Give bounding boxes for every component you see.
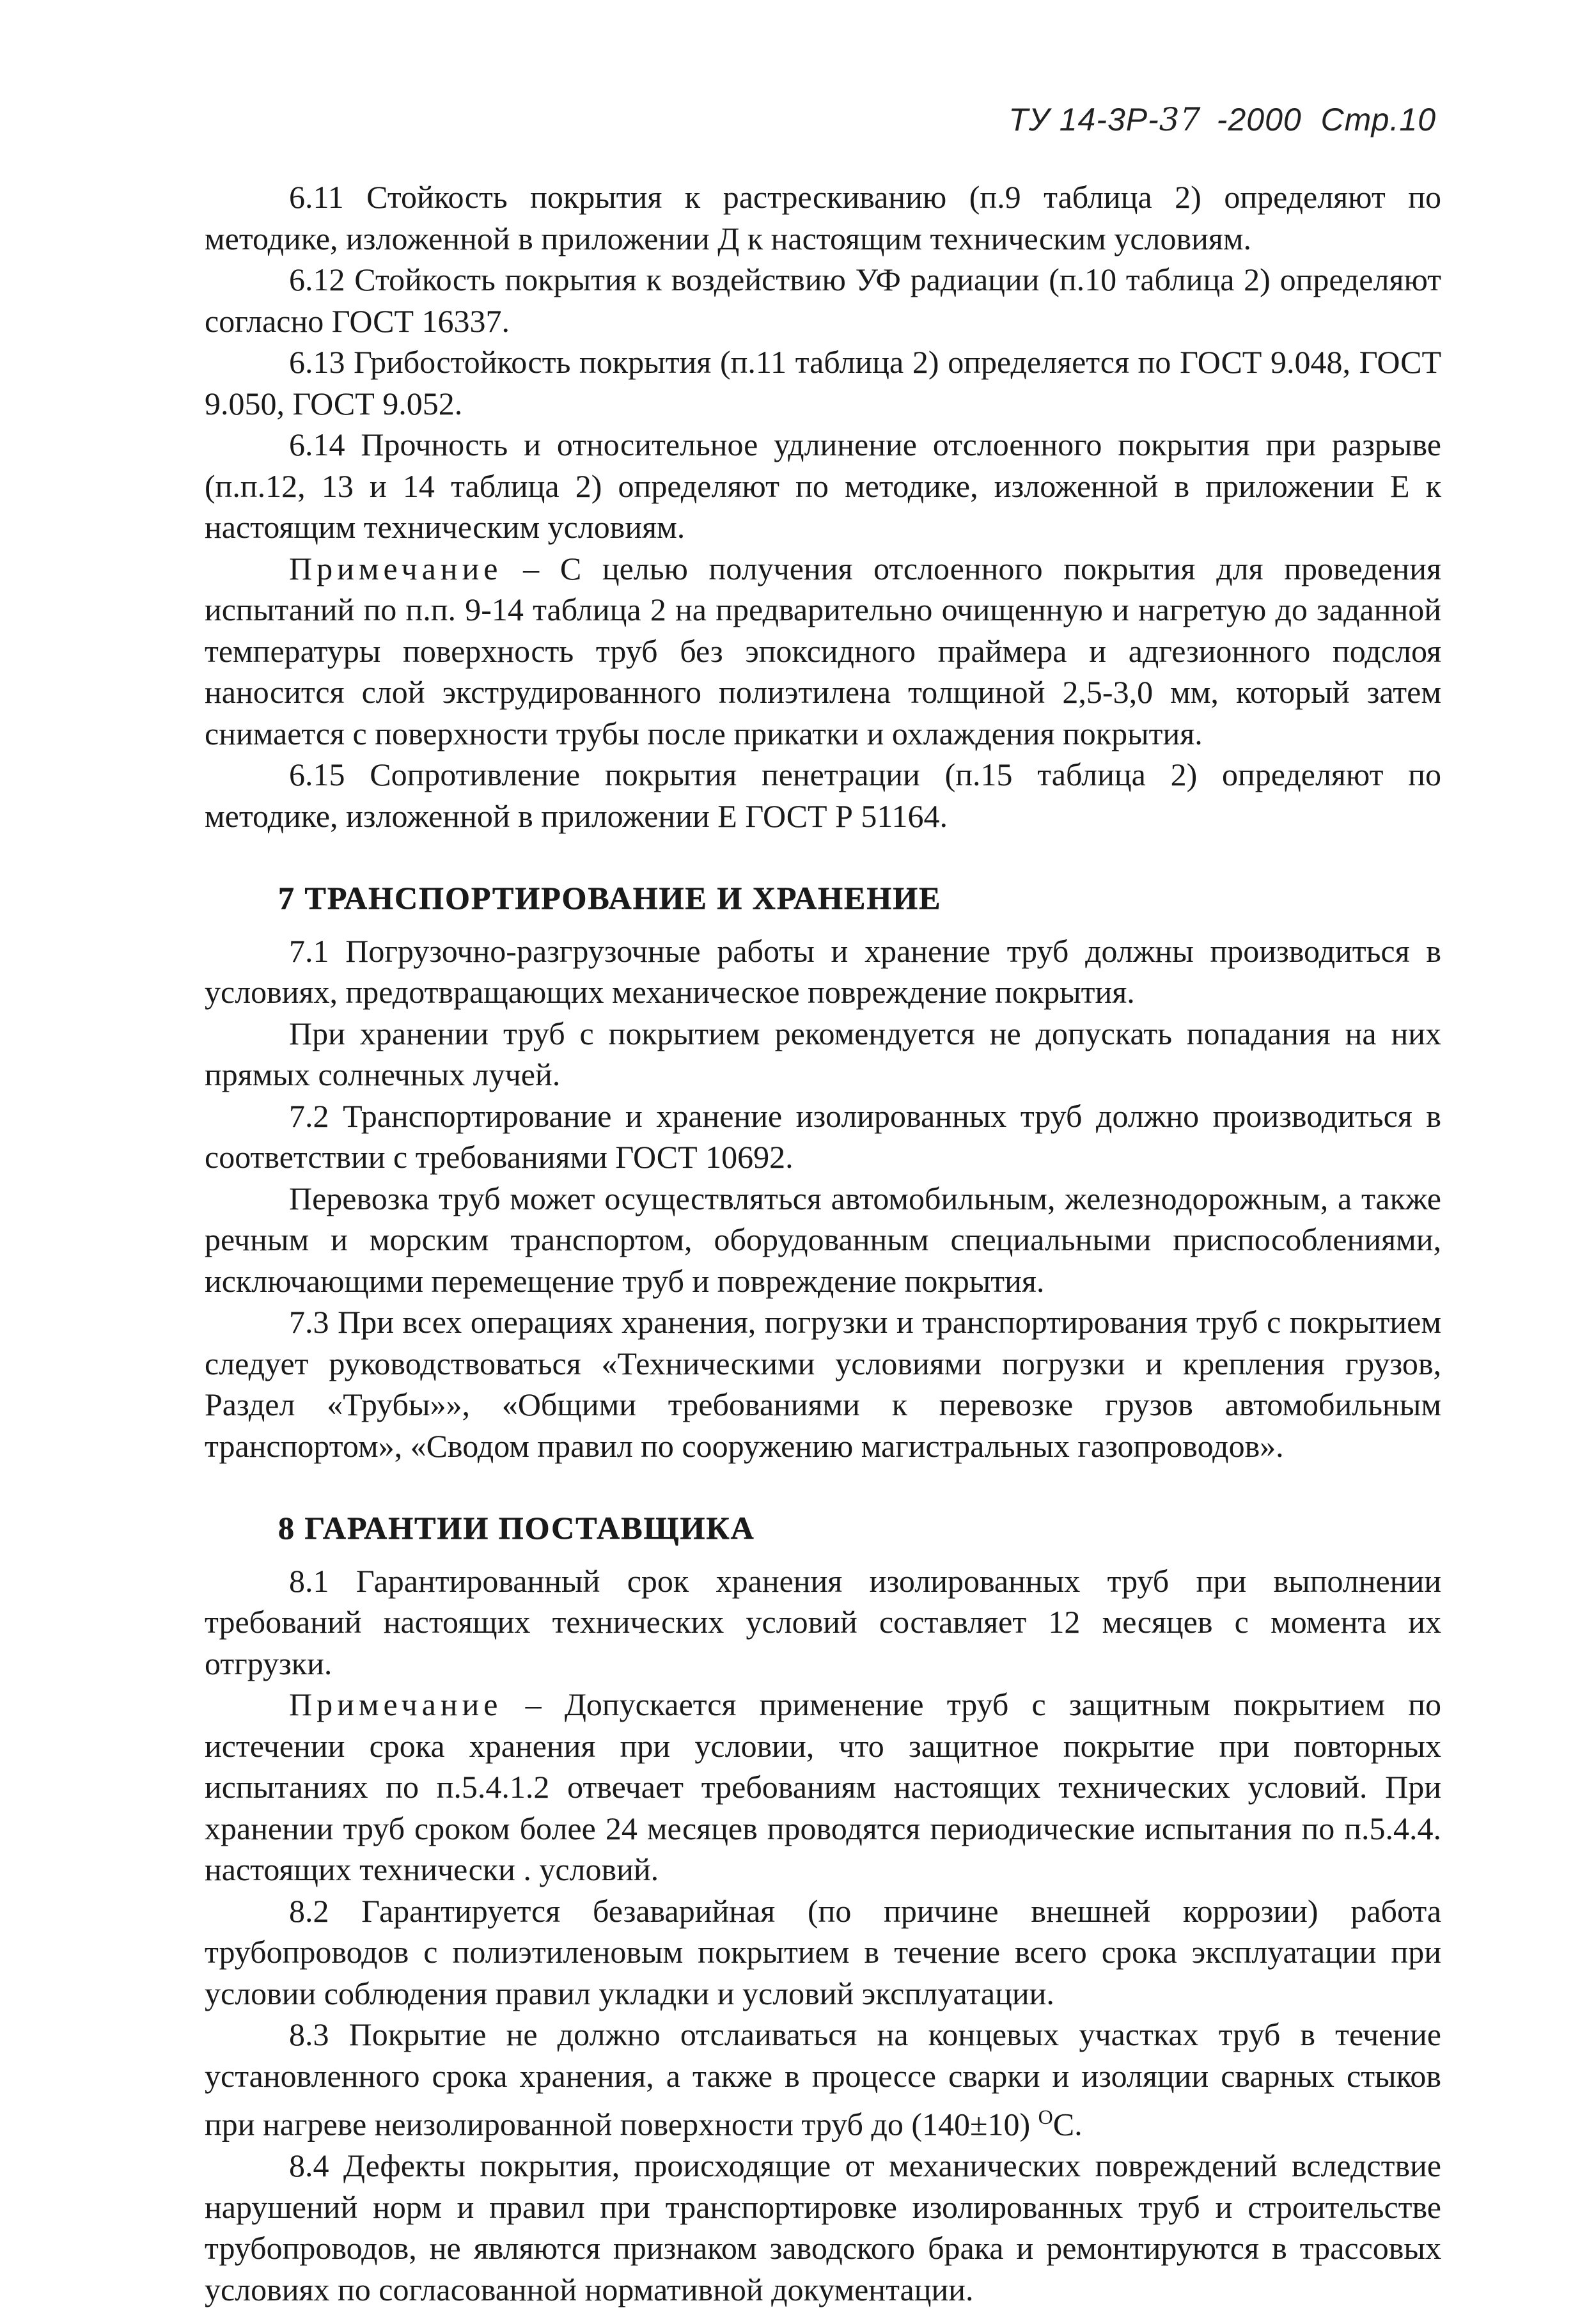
handwritten-number: 37: [1159, 101, 1201, 138]
paragraph-7-3: 7.3 При всех операциях хранения, погрузки и транспортирования труб с покрытием следует руководствоваться «Техническими условиями погрузки и крепления грузов, Раздел «Трубы»», «Общими требованиями к перевозке грузов автомобильным транспортом», «Сводом правил по сооружению магистральных газопроводов».: [205, 1304, 1441, 1464]
paragraph-8-3: [205, 2014, 1441, 2145]
degree-superscript: О: [1038, 2105, 1053, 2128]
paragraph-8-3-text: 8.3 Покрытие не должно отслаиваться на концевых участках труб в течение установленного срока хранения, а также в процессе сварки и изоляции сварных стыков при нагреве неизолированной поверхности труб до (140±10): [205, 2016, 1441, 2142]
page-number: Стр.10: [1320, 102, 1436, 138]
paragraph-7-2: 7.2 Транспортирование и хранение изолированных труб должно производиться в соответствии с требованиями ГОСТ 10692.: [205, 1097, 1441, 1175]
paragraph-6-11: 6.11 Стойкость покрытия к растрескиванию (п.9 таблица 2) определяют по методике, изложенной в приложении Д к настоящим техническим условиям.: [205, 179, 1441, 256]
paragraph-8-2: 8.2 Гарантируется безаварийная (по причине внешней коррозии) работа трубопроводов с полиэтиленовым покрытием в течение всего срока эксплуатации при условии соблюдения правил укладки и условий эксплуатации.: [205, 1892, 1441, 2011]
note-6-14: [205, 548, 1441, 755]
paragraph-6-13: 6.13 Грибостойкость покрытия (п.11 таблица 2) определяется по ГОСТ 9.048, ГОСТ 9.050, ГОСТ 9.052.: [205, 344, 1441, 421]
note-text: – С целью получения отслоенного покрытия для проведения испытаний по п.п. 9-14 таблица 2 на предварительно очищенную и нагретую до заданной температуры поверхность труб без эпоксидного праймера и адгезионного подслоя наносится слой экструдированного полиэтилена толщиной 2,5-3,0 мм, который затем снимается с поверхности трубы после прикатки и охлаждения покрытия.: [205, 550, 1441, 751]
document-body: [205, 177, 1441, 2310]
paragraph-7-1-cont: При хранении труб с покрытием рекомендуется не допускать попадания на них прямых солнечных лучей.: [205, 1015, 1441, 1092]
section-heading-7: 7 ТРАНСПОРТИРОВАНИЕ И ХРАНЕНИЕ: [278, 880, 942, 916]
page-header: [1008, 101, 1436, 138]
paragraph-8-1: 8.1 Гарантированный срок хранения изолированных труб при выполнении требований настоящих технических условий составляет 12 месяцев с момента их отгрузки.: [205, 1562, 1441, 1681]
celsius-unit: С.: [1052, 2106, 1083, 2142]
section-heading-8: 8 ГАРАНТИИ ПОСТАВЩИКА: [278, 1510, 755, 1546]
paragraph-8-4: 8.4 Дефекты покрытия, происходящие от механических повреждений вследствие нарушений норм и правил при транспортировке изолированных труб и строительстве трубопроводов, не являются признаком заводского брака и ремонтируются в трассовых условиях по согласованной нормативной документации.: [205, 2148, 1441, 2307]
paragraph-6-14: 6.14 Прочность и относительное удлинение отслоенного покрытия при разрыве (п.п.12, 13 и 14 таблица 2) определяют по методике, изложенной в приложении Е к настоящим техническим условиям.: [205, 427, 1441, 545]
note-label: Примечание: [289, 550, 503, 586]
note-8-1: [205, 1684, 1441, 1890]
doc-code-prefix: ТУ 14-3Р-: [1008, 102, 1159, 138]
paragraph-6-12: 6.12 Стойкость покрытия к воздействию УФ радиации (п.10 таблица 2) определяют согласно ГОСТ 16337.: [205, 262, 1441, 339]
paragraph-7-2-cont: Перевозка труб может осуществляться автомобильным, железнодорожным, а также речным и морским транспортом, оборудованным специальными приспособлениями, исключающими перемещение труб и повреждение покрытия.: [205, 1180, 1441, 1299]
note-label: Примечание: [289, 1686, 503, 1722]
paragraph-7-1: 7.1 Погрузочно-разгрузочные работы и хранение труб должны производиться в условиях, предотвращающих механическое повреждение покрытия.: [205, 932, 1441, 1010]
note-text: – Допускается применение труб с защитным покрытием по истечении срока хранения при условии, что защитное покрытие при повторных испытаниях по п.5.4.1.2 отвечает требованиям настоящих технических условий. При хранении труб сроком более 24 месяцев проводятся периодические испытания по п.5.4.4. настоящих технически . условий.: [205, 1686, 1441, 1887]
paragraph-6-15: 6.15 Сопротивление покрытия пенетрации (п.15 таблица 2) определяют по методике, изложенной в приложении Е ГОСТ Р 51164.: [205, 757, 1441, 834]
doc-year: -2000: [1216, 102, 1302, 138]
